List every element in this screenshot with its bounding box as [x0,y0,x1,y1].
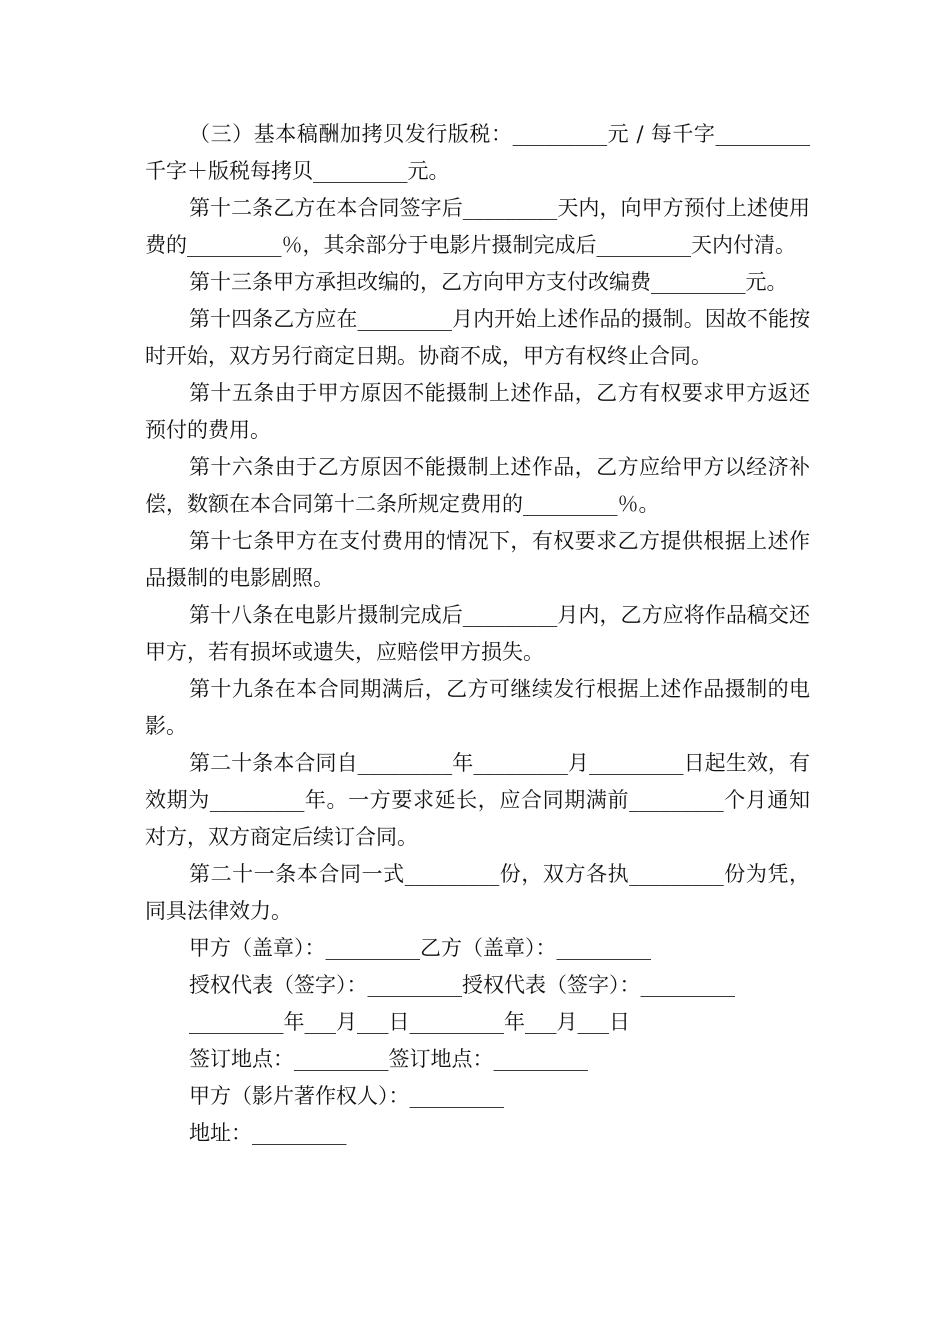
signature-seal-line: 甲方（盖章）：_________乙方（盖章）：_________ [189,936,651,960]
clause-16-compensation: 第十六条由于乙方原因不能摄制上述作品，乙方应给甲方以经济补偿，数额在本合同第十二条所规定费用的_________％。 [145,455,810,516]
clause-19-distribution: 第十九条在本合同期满后，乙方可继续发行根据上述作品摄制的电影。 [145,677,810,738]
document-page [145,116,810,1152]
clause-21-copies: 第二十一条本合同一式_________份，双方各执_________份为凭，同具法律效力。 [145,862,810,923]
signature-date-line: _________年___月___日_________年___月___日 [189,1010,630,1034]
clause-18-return-manuscript: 第十八条在电影片摄制完成后_________月内，乙方应将作品稿交还甲方，若有损坏或遗失，应赔偿甲方损失。 [145,603,810,664]
clause-15-refund: 第十五条由于甲方原因不能摄制上述作品，乙方有权要求甲方返还预付的费用。 [145,381,810,442]
party-a-copyright-holder: 甲方（影片著作权人）：_________ [189,1084,504,1108]
signature-representative-line: 授权代表（签字）：_________授权代表（签字）：_________ [189,973,735,997]
clause-13-adaptation-fee: 第十三条甲方承担改编的，乙方向甲方支付改编费_________元。 [189,270,788,294]
address-line: 地址：_________ [189,1121,347,1145]
clause-three-royalty: （三）基本稿酬加拷贝发行版税：_________元 / 每千字_________千字＋版税每拷贝_________元。 [145,122,810,183]
clause-20-validity: 第二十条本合同自_________年_________月_________日起生效，有效期为_________年。一方要求延长，应合同期满前_________个月通知对方，双方商定后续订合同。 [145,751,810,849]
signing-place-line: 签订地点：_________签订地点：_________ [189,1047,588,1071]
clause-12-payment: 第十二条乙方在本合同签字后_________天内，向甲方预付上述使用费的_________％，其余部分于电影片摄制完成后_________天内付清。 [145,196,810,257]
clause-17-stills: 第十七条甲方在支付费用的情况下，有权要求乙方提供根据上述作品摄制的电影剧照。 [145,529,810,590]
clause-14-start-filming: 第十四条乙方应在_________月内开始上述作品的摄制。因故不能按时开始，双方另行商定日期。协商不成，甲方有权终止合同。 [145,307,810,368]
